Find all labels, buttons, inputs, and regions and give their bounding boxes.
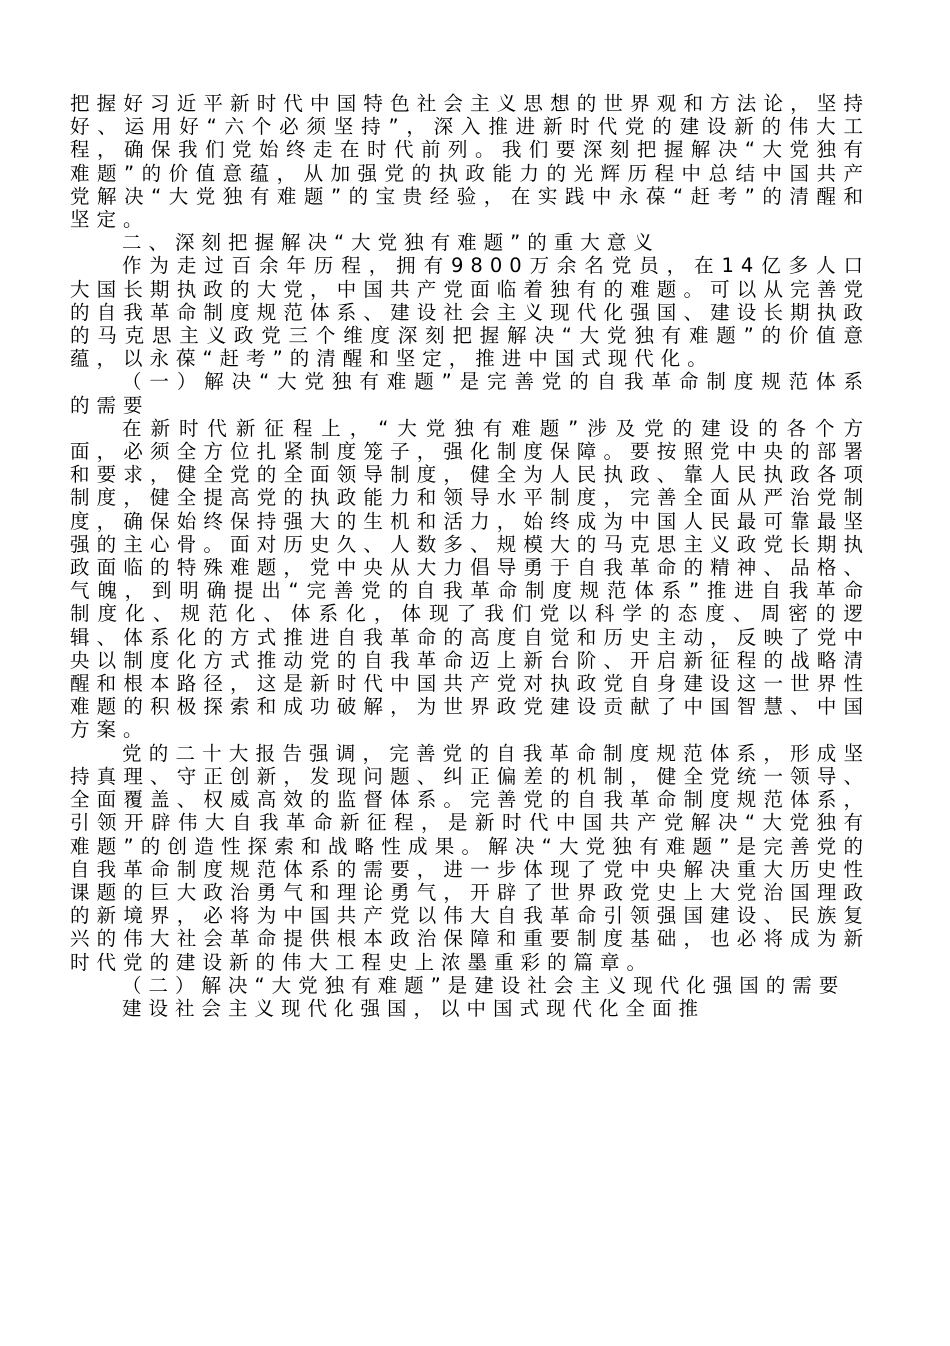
paragraph-subsection-1a: 在新时代新征程上，“大党独有难题”涉及党的建设的各个方面，必须全方位扎紧制度笼子，强化制度保障。要按照党中央的部署和要求，健全党的全面领导制度，健全为人民执政、靠人民执政各项制度，健全提高党的执政能力和领导水平制度，完善全面从严治党制度，确保始终保持强大的生机和活力，始终成为中国人民最可靠最坚强的主心骨。面对历史久、人数多、规模大的马克思主义政党长期执政面临的特殊难题，党中央从大力倡导勇于自我革命的精神、品格、气魄，到明确提出“完善党的自我革命制度规范体系”推进自我革命制度化、规范化、体系化，体现了我们党以科学的态度、周密的逻辑、体系化的方式推进自我革命的高度自觉和历史主动，反映了党中央以制度化方式推动党的自我革命迈上新台阶、开启新征程的战略清醒和根本路径，这是新时代中国共产党对执政党自身建设这一世界性难题的积极探索和成功破解，为世界政党建设贡献了中国智慧、中国方案。 <box>70 416 870 742</box>
document-page <box>70 92 870 1020</box>
paragraph-subsection-2a: 建设社会主义现代化强国，以中国式现代化全面推 <box>122 996 706 1020</box>
paragraph-subsection-1b: 党的二十大报告强调，完善党的自我革命制度规范体系，形成坚持真理、守正创新，发现问题、纠正偏差的机制，健全党统一领导、全面覆盖、权威高效的监督体系。完善党的自我革命制度规范体系，引领开辟伟大自我革命新征程，是新时代中国共产党解决“大党独有难题”的创造性探索和战略性成果。解决“大党独有难题”是完善党的自我革命制度规范体系的需要，进一步体现了党中央解决重大历史性课题的巨大政治勇气和理论勇气，开辟了世界政党史上大党治国理政的新境界，必将为中国共产党以伟大自我革命引领强国建设、民族复兴的伟大社会革命提供根本政治保障和重要制度基础，也必将成为新时代党的建设新的伟大工程史上浓墨重彩的篇章。 <box>70 741 870 974</box>
subsection-heading-2: （二）解决“大党独有难题”是建设社会主义现代化强国的需要 <box>122 973 846 997</box>
paragraph-section-2: 作为走过百余年历程，拥有9800万余名党员，在14亿多人口大国长期执政的大党，中国共产党面临着独有的难题。可以从完善党的自我革命制度规范体系、建设社会主义现代化强国、建设长期执政的马克思主义政党三个维度深刻把握解决“大党独有难题”的价值意蕴，以永葆“赶考”的清醒和坚定，推进中国式现代化。 <box>70 254 870 371</box>
subsection-heading-1: （一）解决“大党独有难题”是完善党的自我革命制度规范体系的需要 <box>70 370 870 417</box>
section-heading-2: 二、深刻把握解决“大党独有难题”的重大意义 <box>122 231 660 255</box>
paragraph-intro: 把握好习近平新时代中国特色社会主义思想的世界观和方法论，坚持好、运用好“六个必须坚持”，深入推进新时代党的建设新的伟大工程，确保我们党始终走在时代前列。我们要深刻把握解决“大党独有难题”的价值意蕴，从加强党的执政能力的光辉历程中总结中国共产党解决“大党独有难题”的宝贵经验，在实践中永葆“赶考”的清醒和坚定。 <box>70 92 870 232</box>
